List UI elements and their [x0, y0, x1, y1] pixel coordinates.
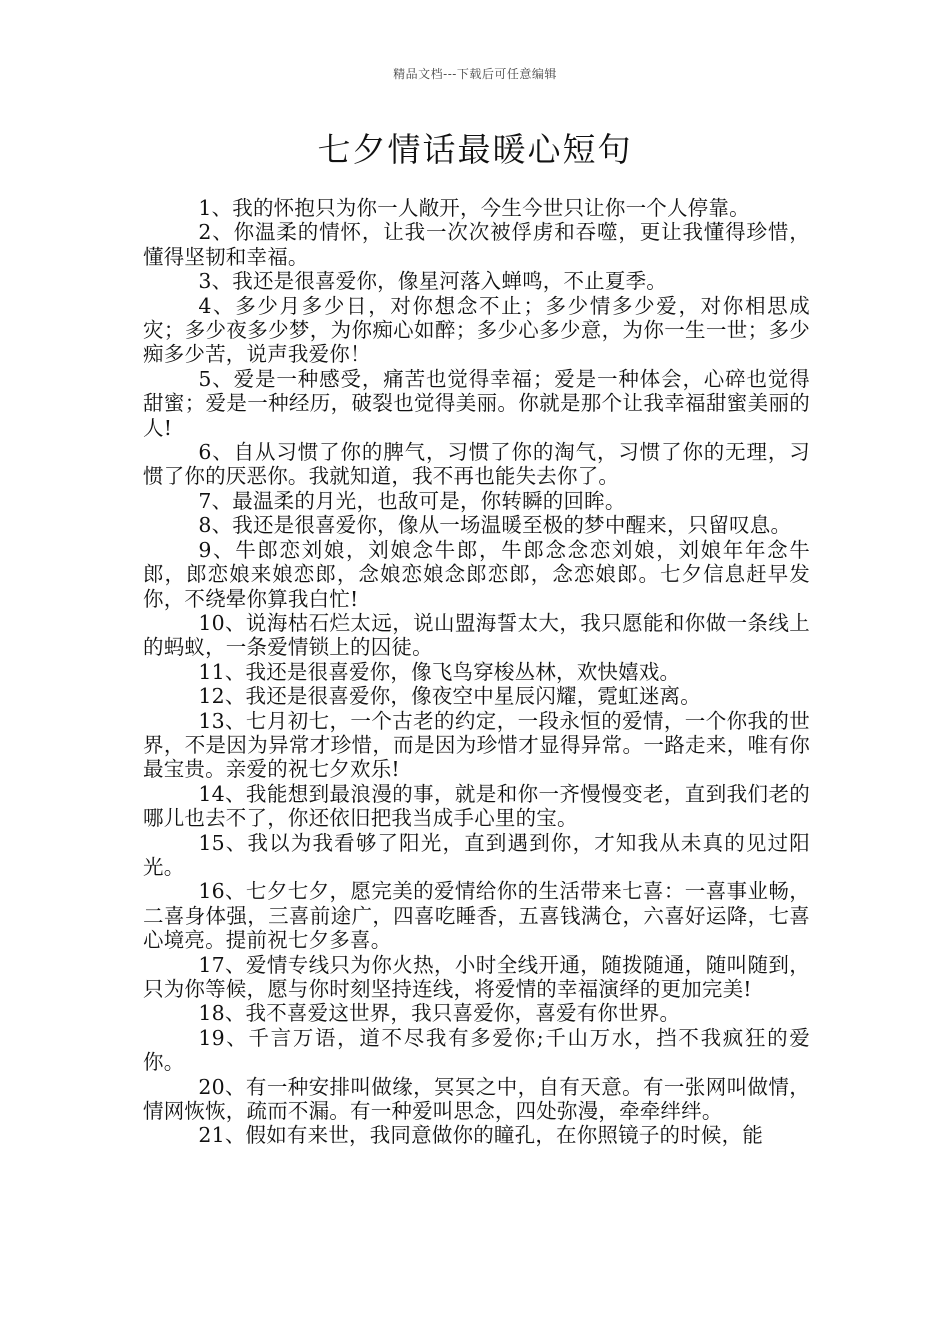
paragraph-3: 3、我还是很喜爱你，像星河落入蝉鸣，不止夏季。 — [198, 269, 667, 294]
paragraph-20: 20、有一种安排叫做缘，冥冥之中，自有天意。有一张网叫做情，情网恢恢，疏而不漏。有一种爱叫思念，四处弥漫，牵牵绊绊。 — [143, 1074, 810, 1124]
paragraph-15: 15、我以为我看够了阳光，直到遇到你，才知我从未真的见过阳光。 — [143, 830, 810, 879]
paragraph-7: 7、最温柔的月光，也敌可是，你转瞬的回眸。 — [198, 488, 626, 513]
paragraph-9: 9、牛郎恋刘娘，刘娘念牛郎，牛郎念念恋刘娘，刘娘年年念牛郎，郎恋娘来娘恋郎，念娘恋娘念郎恋郎，念恋娘郎。七夕信息赶早发你，不绕晕你算我白忙! — [143, 537, 810, 611]
paragraph-18: 18、我不喜爱这世界，我只喜爱你，喜爱有你世界。 — [198, 1001, 681, 1026]
paragraph-11: 11、我还是很喜爱你，像飞鸟穿梭丛林，欢快嬉戏。 — [198, 659, 681, 684]
page-title: 七夕情话最暖心短句 — [317, 130, 633, 169]
paragraph-16: 16、七夕七夕，愿完美的爱情给你的生活带来七喜：一喜事业畅，二喜身体强，三喜前途广，四喜吃睡香，五喜钱满仓，六喜好运降，七喜心境亮。提前祝七夕多喜。 — [143, 879, 810, 953]
paragraph-1: 1、我的怀抱只为你一人敞开，今生今世只让你一个人停靠。 — [198, 196, 750, 220]
header-note: 精品文档---下载后可任意编辑 — [393, 67, 557, 81]
paragraph-10: 10、说海枯石烂太远，说山盟海誓太大，我只愿能和你做一条线上的蚂蚁，一条爱情锁上的囚徒。 — [143, 610, 810, 660]
paragraph-6: 6、自从习惯了你的脾气，习惯了你的淘气，习惯了你的无理，习惯了你的厌恶你。我就知道，我不再也能失去你了。 — [143, 440, 810, 489]
paragraph-8: 8、我还是很喜爱你，像从一场温暖至极的梦中醒来，只留叹息。 — [198, 513, 792, 538]
paragraph-21: 21、假如有来世，我同意做你的瞳孔，在你照镜子的时候，能 — [198, 1123, 764, 1148]
paragraph-19: 19、千言万语，道不尽我有多爱你;千山万水，挡不我疯狂的爱你。 — [143, 1025, 810, 1075]
paragraph-5: 5、爱是一种感受，痛苦也觉得幸福；爱是一种体会，心碎也觉得甜蜜；爱是一种经历，破裂也觉得美丽。你就是那个让我幸福甜蜜美丽的人! — [143, 366, 810, 440]
paragraph-17: 17、爱情专线只为你火热，小时全线开通，随拨随通，随叫随到，只为你等候，愿与你时刻坚持连线，将爱情的幸福演绎的更加完美! — [143, 952, 810, 1001]
paragraph-2: 2、你温柔的情怀，让我一次次被俘虏和吞噬，更让我懂得珍惜，懂得坚韧和幸福。 — [143, 220, 810, 269]
paragraph-12: 12、我还是很喜爱你，像夜空中星辰闪耀，霓虹迷离。 — [198, 684, 701, 709]
paragraph-13: 13、七月初七，一个古老的约定，一段永恒的爱情，一个你我的世界，不是因为异常才珍惜，而是因为珍惜才显得异常。一路走来，唯有你最宝贵。亲爱的祝七夕欢乐! — [143, 708, 810, 782]
paragraph-4: 4、多少月多少日，对你想念不止；多少情多少爱，对你相思成灾；多少夜多少梦，为你痴心如醉；多少心多少意，为你一生一世；多少痴多少苦，说声我爱你！ — [143, 293, 810, 367]
paragraph-14: 14、我能想到最浪漫的事，就是和你一齐慢慢变老，直到我们老的哪儿也去不了，你还依旧把我当成手心里的宝。 — [143, 781, 810, 831]
document-body — [143, 196, 810, 1148]
